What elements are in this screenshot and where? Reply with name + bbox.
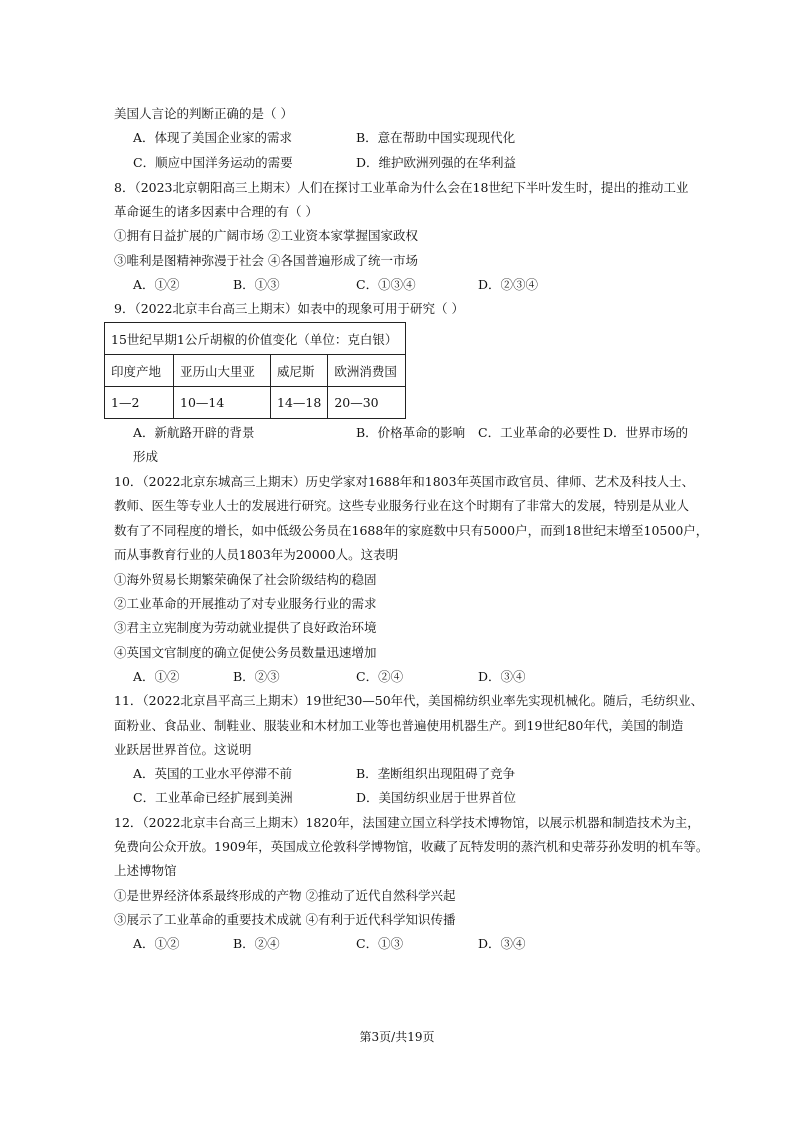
table-cell: 20—30 [328, 387, 406, 419]
q8-stem-line-1: 8．（2023北京朝阳高三上期末）人们在探讨工业革命为什么会在18世纪下半叶发生时，提出的推动工业 [114, 180, 689, 195]
q9-stem: 9．（2022北京丰台高三上期末）如表中的现象可用于研究（ ） [114, 301, 464, 316]
q7-option-b: B．意在帮助中国实现现代化 [356, 130, 516, 145]
pepper-price-table [104, 322, 406, 419]
q12-statement-2: ③展示了工业革命的重要技术成就 ④有利于近代科学知识传播 [114, 912, 456, 927]
q8-option-b: B．①③ [233, 277, 280, 292]
q8-stem-line-2: 革命诞生的诸多因素中合理的有（ ） [114, 204, 318, 219]
q11-stem-line-1: 11．（2022北京昌平高三上期末）19世纪30—50年代，美国棉纺织业率先实现机械化。随后，毛纺织业、 [114, 693, 704, 708]
q10-option-d: D．③④ [478, 669, 526, 684]
q7-option-c: C．顺应中国洋务运动的需要 [133, 155, 293, 170]
q12-statement-1: ①是世界经济体系最终形成的产物 ②推动了近代自然科学兴起 [114, 888, 456, 903]
table-cell: 1—2 [105, 387, 174, 419]
q12-option-d: D．③④ [478, 936, 526, 951]
q12-stem-line-2: 免费向公众开放。1909年，英国成立伦敦科学博物馆，收藏了瓦特发明的蒸汽机和史蒂芬孙发明的机车等。 [114, 839, 709, 854]
q8-option-c: C．①③④ [356, 277, 416, 292]
q10-stem-line-1: 10．（2022北京东城高三上期末）历史学家对1688年和1803年英国市政官员、律师、艺术及科技人士、 [114, 474, 695, 489]
q9-option-a: A．新航路开辟的背景 [133, 425, 255, 440]
q11-option-d: D．美国纺织业居于世界首位 [356, 790, 517, 805]
q12-option-a: A．①② [133, 936, 180, 951]
table-header-cell: 印度产地 [105, 355, 174, 387]
q12-stem-line-3: 上述博物馆 [114, 863, 177, 878]
q10-option-a: A．①② [133, 669, 180, 684]
q12-stem-line-1: 12．（2022北京丰台高三上期末）1820年，法国建立国立科学技术博物馆，以展示机器和制造技术为主， [114, 815, 700, 830]
q8-statement-2: ③唯利是图精神弥漫于社会 ④各国普遍形成了统一市场 [114, 253, 418, 268]
table-caption-row [105, 323, 406, 355]
q8-statement-1: ①拥有日益扩展的广阔市场 ②工业资本家掌握国家政权 [114, 228, 418, 243]
q8-option-a: A．①② [133, 277, 180, 292]
table-header-cell: 亚历山大里亚 [174, 355, 271, 387]
q12-option-b: B．②④ [233, 936, 280, 951]
q11-option-a: A．英国的工业水平停滞不前 [133, 766, 293, 781]
q10-statement-2: ②工业革命的开展推动了对专业服务行业的需求 [114, 596, 377, 611]
q9-option-d-wrap: 形成 [133, 449, 159, 464]
q9-option-d: D．世界市场的 [603, 425, 689, 440]
table-caption: 15世纪早期1公斤胡椒的价值变化（单位：克白银） [105, 323, 406, 355]
page-number: 第3页/共19页 [359, 1030, 435, 1044]
table-header-cell: 威尼斯 [271, 355, 328, 387]
q11-option-b: B．垄断组织出现阻碍了竞争 [356, 766, 516, 781]
q7-option-a: A．体现了美国企业家的需求 [133, 130, 293, 145]
table-row [105, 387, 406, 419]
q11-option-c: C．工业革命已经扩展到美洲 [133, 790, 293, 805]
q7-option-d: D．维护欧洲列强的在华利益 [356, 155, 517, 170]
q9-option-c: C．工业革命的必要性 [478, 425, 601, 440]
q10-statement-4: ④英国文官制度的确立促使公务员数量迅速增加 [114, 645, 377, 660]
q10-statement-1: ①海外贸易长期繁荣确保了社会阶级结构的稳固 [114, 572, 377, 587]
q11-stem-line-3: 业跃居世界首位。这说明 [114, 742, 252, 757]
q7-stem-tail: 美国人言论的判断正确的是（ ） [114, 106, 293, 121]
q10-stem-line-3: 数有了不同程度的增长，如中低级公务员在1688年的家庭数中只有5000户，而到18世纪末增至10500户， [114, 523, 709, 538]
table-cell: 14—18 [271, 387, 328, 419]
q10-stem-line-4: 而从事教育行业的人员1803年为20000人。这表明 [114, 547, 399, 562]
table-header-row [105, 355, 406, 387]
table-cell: 10—14 [174, 387, 271, 419]
q11-stem-line-2: 面粉业、食品业、制鞋业、服装业和木材加工业等也普遍使用机器生产。到19世纪80年代，美国的制造 [114, 718, 684, 733]
table-header-cell: 欧洲消费国 [328, 355, 406, 387]
q10-statement-3: ③君主立宪制度为劳动就业提供了良好政治环境 [114, 620, 377, 635]
q8-option-d: D．②③④ [478, 277, 539, 292]
q10-stem-line-2: 教师、医生等专业人士的发展进行研究。这些专业服务行业在这个时期有了非常大的发展，特别是从业人 [114, 498, 690, 513]
q10-option-c: C．②④ [356, 669, 404, 684]
q12-option-c: C．①③ [356, 936, 404, 951]
q10-option-b: B．②③ [233, 669, 280, 684]
q9-option-b: B．价格革命的影响 [356, 425, 466, 440]
